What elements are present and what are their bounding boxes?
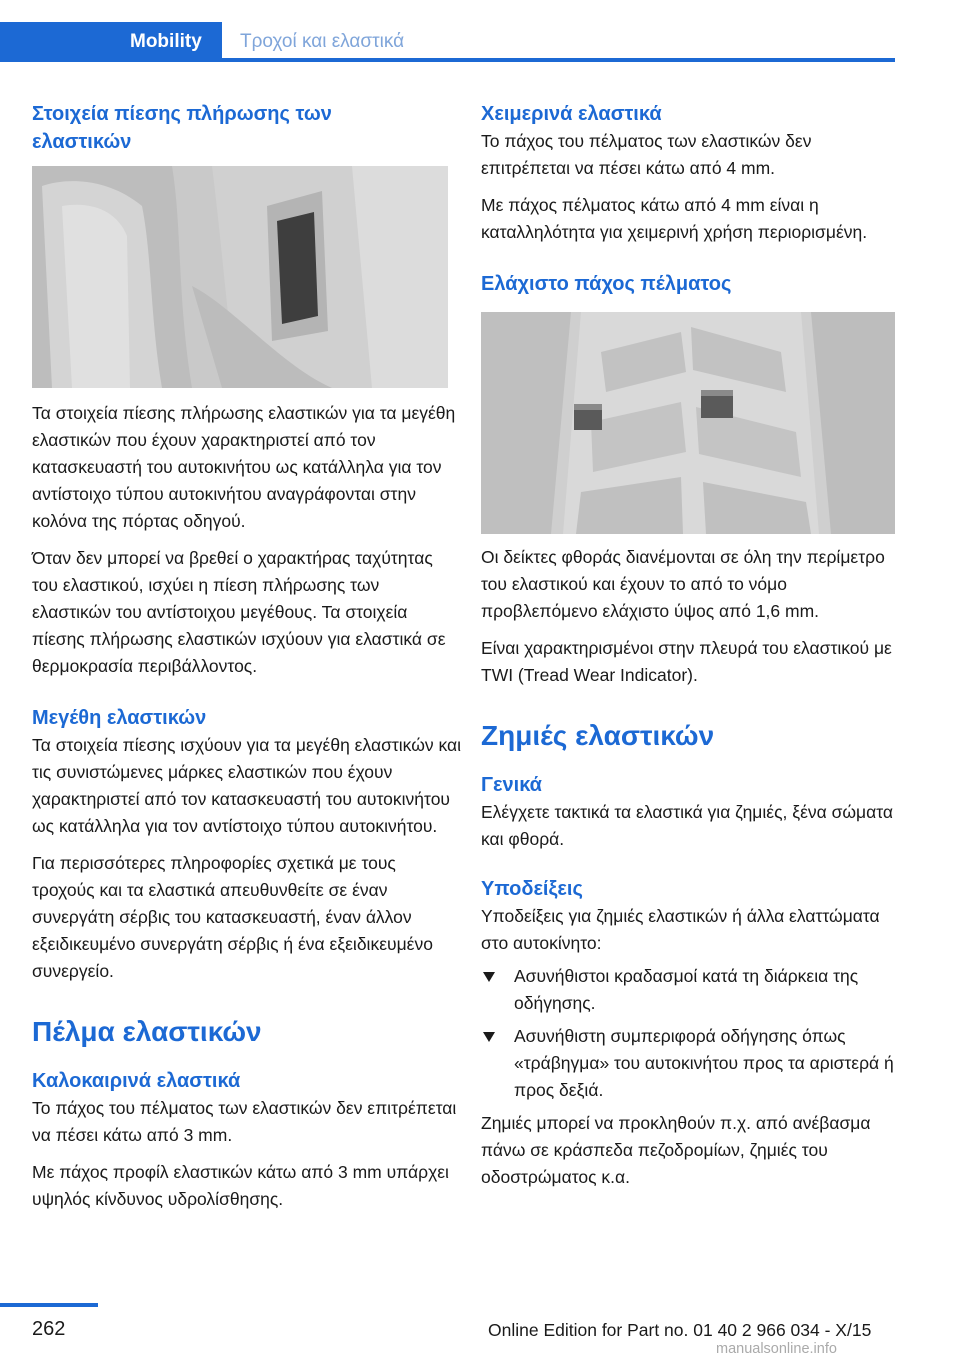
- footer-rule: [0, 1303, 98, 1307]
- triangle-bullet-icon: [483, 1032, 495, 1042]
- right-column: [481, 100, 899, 1191]
- heading-general: Γενικά: [481, 774, 542, 796]
- paragraph: Τα στοιχεία πίεσης πλήρωσης ελαστικών για τα μεγέθη ελαστικών που έχουν χαρακτηριστεί από τον κατασκευαστή του αυτοκινήτου ως κατάλληλα για τον αντίστοιχο τύπου αυτοκινήτου αναγράφονται στην κολόνα της πόρτας οδηγού.: [32, 403, 456, 531]
- paragraph: Υποδείξεις για ζημιές ελαστικών ή άλλα ελαττώματα στο αυτοκίνητο:: [481, 906, 880, 953]
- list-item: [481, 1023, 899, 1104]
- list-item-text: Ασυνήθιστη συμπεριφορά οδήγησης όπως «τράβηγμα» του αυτοκινήτου προς τα αριστερά ή προς δεξιά.: [514, 1026, 894, 1100]
- heading-sizes: Μεγέθη ελαστικών: [32, 707, 207, 729]
- door-pillar-figure: [32, 166, 448, 388]
- edition-text: Online Edition for Part no. 01 40 2 966 034 - X/15: [488, 1320, 872, 1340]
- paragraph: Όταν δεν μπορεί να βρεθεί ο χαρακτήρας ταχύτητας του ελαστικού, ισχύει η πίεση πλήρωσης των ελαστικών του αντίστοιχου μεγέθους. Τα στοιχεία πίεσης πλήρωσης ελαστικών ισχύουν για ελαστικά σε θερμοκρασία περιβάλλοντος.: [32, 548, 446, 676]
- heading-hints: Υποδείξεις: [481, 878, 583, 900]
- hints-list: [481, 963, 899, 1104]
- header-rule: [0, 58, 895, 62]
- paragraph: Ελέγχετε τακτικά τα ελαστικά για ζημιές, ξένα σώματα και φθορά.: [481, 802, 894, 849]
- section-tab: Mobility: [0, 22, 222, 62]
- heading-pressure: Στοιχεία πίεσης πλήρωσης των ελαστικών: [32, 103, 332, 153]
- paragraph: Ζημιές μπορεί να προκληθούν π.χ. από ανέβασμα πάνω σε κράσπεδα πεζοδρομίων, ζημιές του οδοστρώματος κ.α.: [481, 1113, 871, 1187]
- paragraph: Οι δείκτες φθοράς διανέμονται σε όλη την περίμετρο του ελαστικού και έχουν το από το νόμο προβλεπόμενο ελάχιστο ύψος από 1,6 mm.: [481, 547, 885, 621]
- chapter-title: Τροχοί και ελαστικά: [240, 31, 405, 52]
- triangle-bullet-icon: [483, 972, 495, 982]
- tread-wear-figure: [481, 312, 895, 534]
- heading-winter: Χειμερινά ελαστικά: [481, 103, 662, 125]
- paragraph: Με πάχος πέλματος κάτω από 4 mm είναι η καταλληλότητα για χειμερινή χρήση περιορισμένη.: [481, 195, 868, 242]
- heading-min-tread: Ελάχιστο πάχος πέλματος: [481, 273, 732, 295]
- heading-tread: Πέλμα ελαστικών: [32, 1016, 262, 1047]
- paragraph: Το πάχος του πέλματος των ελαστικών δεν επιτρέπεται να πέσει κάτω από 4 mm.: [481, 131, 812, 178]
- paragraph: Τα στοιχεία πίεσης ισχύουν για τα μεγέθη ελαστικών και τις συνιστώμενες μάρκες ελαστικών που έχουν χαρακτηριστεί από τον κατασκευαστή του αυτοκινήτου ως κατάλληλα για τον αντίστοιχο τύπου αυτοκινήτου.: [32, 735, 462, 836]
- heading-damage: Ζημιές ελαστικών: [481, 720, 715, 751]
- paragraph: Είναι χαρακτηρισμένοι στην πλευρά του ελαστικού με TWI (Tread Wear Indicator).: [481, 638, 892, 685]
- page-header: [0, 0, 960, 62]
- left-column: [32, 100, 462, 1213]
- list-item-text: Ασυνήθιστοι κραδασμοί κατά τη διάρκεια της οδήγησης.: [514, 966, 859, 1013]
- paragraph: Το πάχος του πέλματος των ελαστικών δεν επιτρέπεται να πέσει κάτω από 3 mm.: [32, 1098, 457, 1145]
- paragraph: Για περισσότερες πληροφορίες σχετικά με τους τροχούς και τα ελαστικά απευθυνθείτε σε έναν συνεργάτη σέρβις του κατασκευαστή, έναν άλλον εξειδικευμένο συνεργάτη σέρβις ή ένα εξειδικευμένο συνεργείο.: [32, 853, 433, 981]
- watermark: manualsonline.info: [716, 1341, 837, 1357]
- heading-summer: Καλοκαιρινά ελαστικά: [32, 1070, 241, 1092]
- paragraph: Με πάχος προφίλ ελαστικών κάτω από 3 mm υπάρχει υψηλός κίνδυνος υδρολίσθησης.: [32, 1162, 449, 1209]
- page-number: 262: [32, 1318, 66, 1340]
- list-item: [481, 963, 899, 1017]
